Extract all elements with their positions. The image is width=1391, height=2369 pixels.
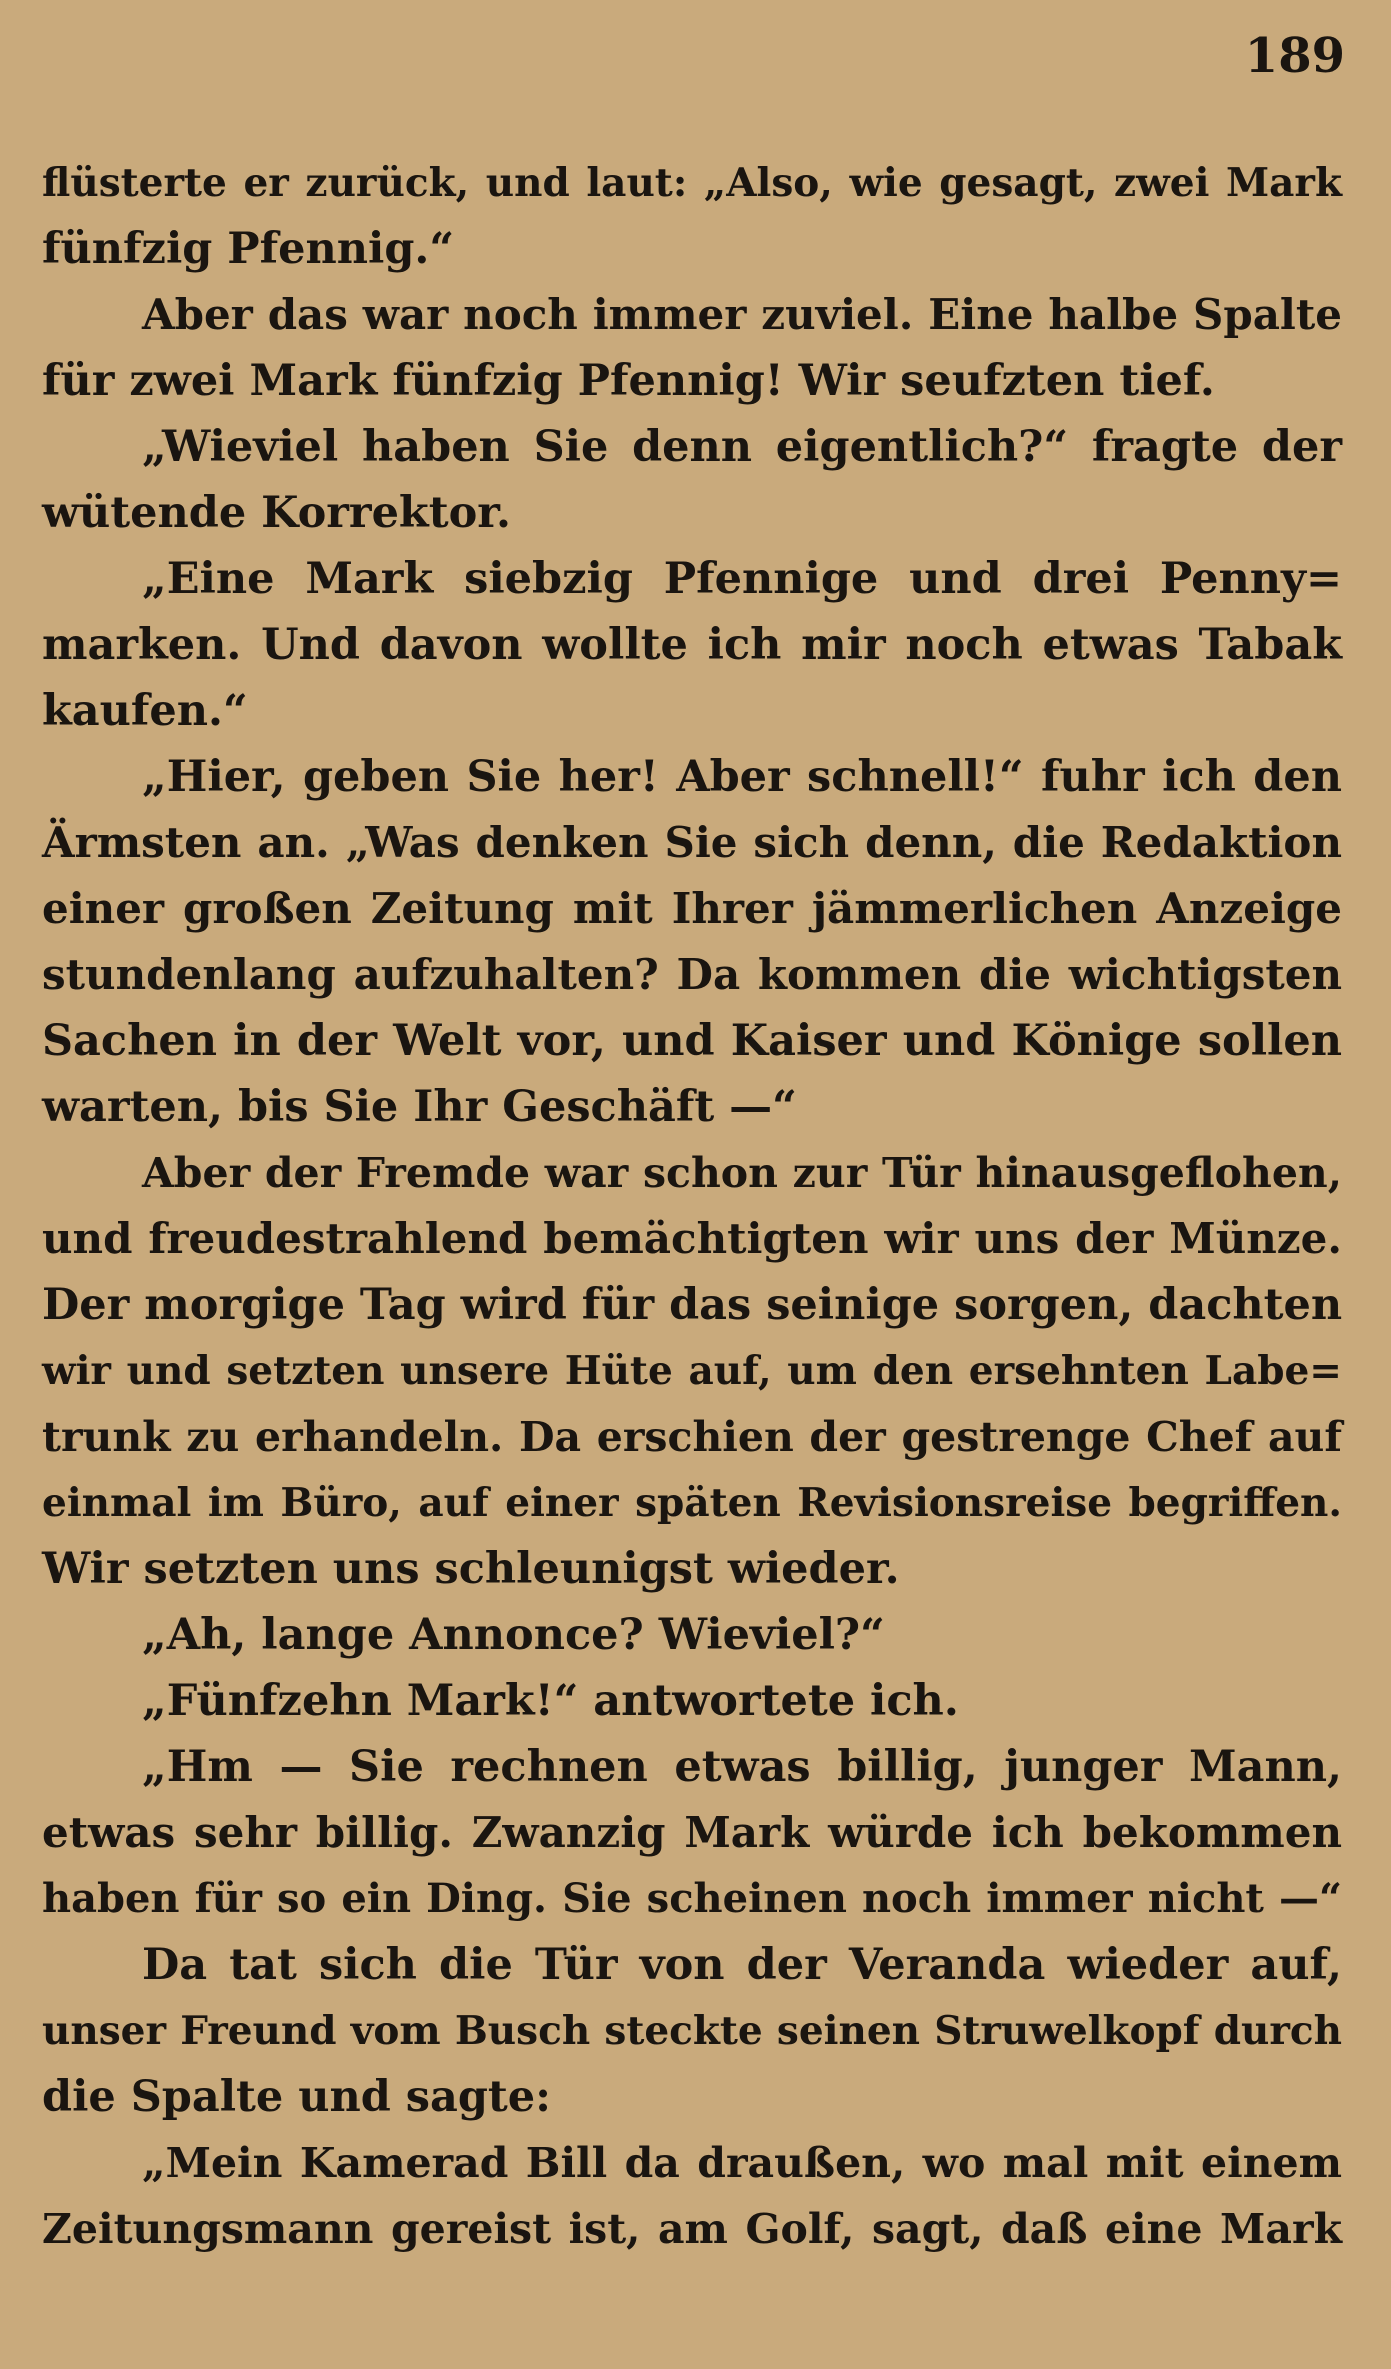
text-line: etwas sehr billig. Zwanzig Mark würde ich bekommen — [42, 1808, 1342, 1857]
text-line: „Wieviel haben Sie denn eigentlich?“ fragte der — [142, 422, 1342, 472]
text-line: „Eine Mark siebzig Pfennige und drei Penny= — [142, 554, 1342, 604]
text-line: einer großen Zeitung mit Ihrer jämmerlichen Anzeige — [42, 884, 1342, 933]
text-line: „Mein Kamerad Bill da draußen, wo mal mit einem — [142, 2139, 1342, 2187]
text-line: „Hier, geben Sie her! Aber schnell!“ fuhr ich den — [142, 752, 1342, 802]
text-line: wir und setzten unsere Hüte auf, um den ersehnten Labe= — [42, 1348, 1342, 1394]
text-line: einmal im Büro, auf einer späten Revisionsreise begriffen. — [42, 1480, 1342, 1526]
text-line: und freudestrahlend bemächtigten wir uns der Münze. — [42, 1214, 1342, 1263]
text-line: Der morgige Tag wird für das seinige sorgen, dachten — [42, 1280, 1343, 1330]
text-line: Ärmsten an. „Was denken Sie sich denn, die Redaktion — [42, 818, 1342, 867]
text-line: wütende Korrektor. — [42, 488, 511, 538]
text-line: „Hm — Sie rechnen etwas billig, junger Mann, — [142, 1742, 1342, 1792]
text-line: fünfzig Pfennig.“ — [42, 224, 455, 274]
text-line: marken. Und davon wollte ich mir noch etwas Tabak — [42, 620, 1342, 670]
text-line: haben für so ein Ding. Sie scheinen noch immer nicht —“ — [42, 1875, 1342, 1922]
text-line: Aber der Fremde war schon zur Tür hinausgeflohen, — [142, 1149, 1342, 1197]
text-line: Sachen in der Welt vor, und Kaiser und Könige sollen — [42, 1016, 1342, 1066]
text-line: stundenlang aufzuhalten? Da kommen die wichtigsten — [42, 950, 1342, 999]
text-line: flüsterte er zurück, und laut: „Also, wie gesagt, zwei Mark — [42, 160, 1342, 206]
text-line: „Ah, lange Annonce? Wieviel?“ — [142, 1610, 885, 1660]
text-line: Wir setzten uns schleunigst wieder. — [42, 1544, 900, 1594]
text-line: die Spalte und sagte: — [42, 2072, 552, 2122]
text-line: warten, bis Sie Ihr Geschäft —“ — [42, 1082, 797, 1132]
text-line: „Fünfzehn Mark!“ antwortete ich. — [142, 1676, 959, 1726]
text-line: für zwei Mark fünfzig Pfennig! Wir seufzten tief. — [42, 356, 1215, 406]
page-number: 189 — [1244, 28, 1345, 84]
text-line: unser Freund vom Busch steckte seinen Struwelkopf durch — [42, 2008, 1342, 2054]
text-line: Zeitungsmann gereist ist, am Golf, sagt, daß eine Mark — [42, 2205, 1342, 2253]
text-line: kaufen.“ — [42, 686, 248, 736]
text-line: Aber das war noch immer zuviel. Eine halbe Spalte — [142, 290, 1342, 339]
text-line: trunk zu erhandeln. Da erschien der gestrenge Chef auf — [42, 1413, 1342, 1461]
text-line: Da tat sich die Tür von der Veranda wieder auf, — [142, 1940, 1342, 1990]
